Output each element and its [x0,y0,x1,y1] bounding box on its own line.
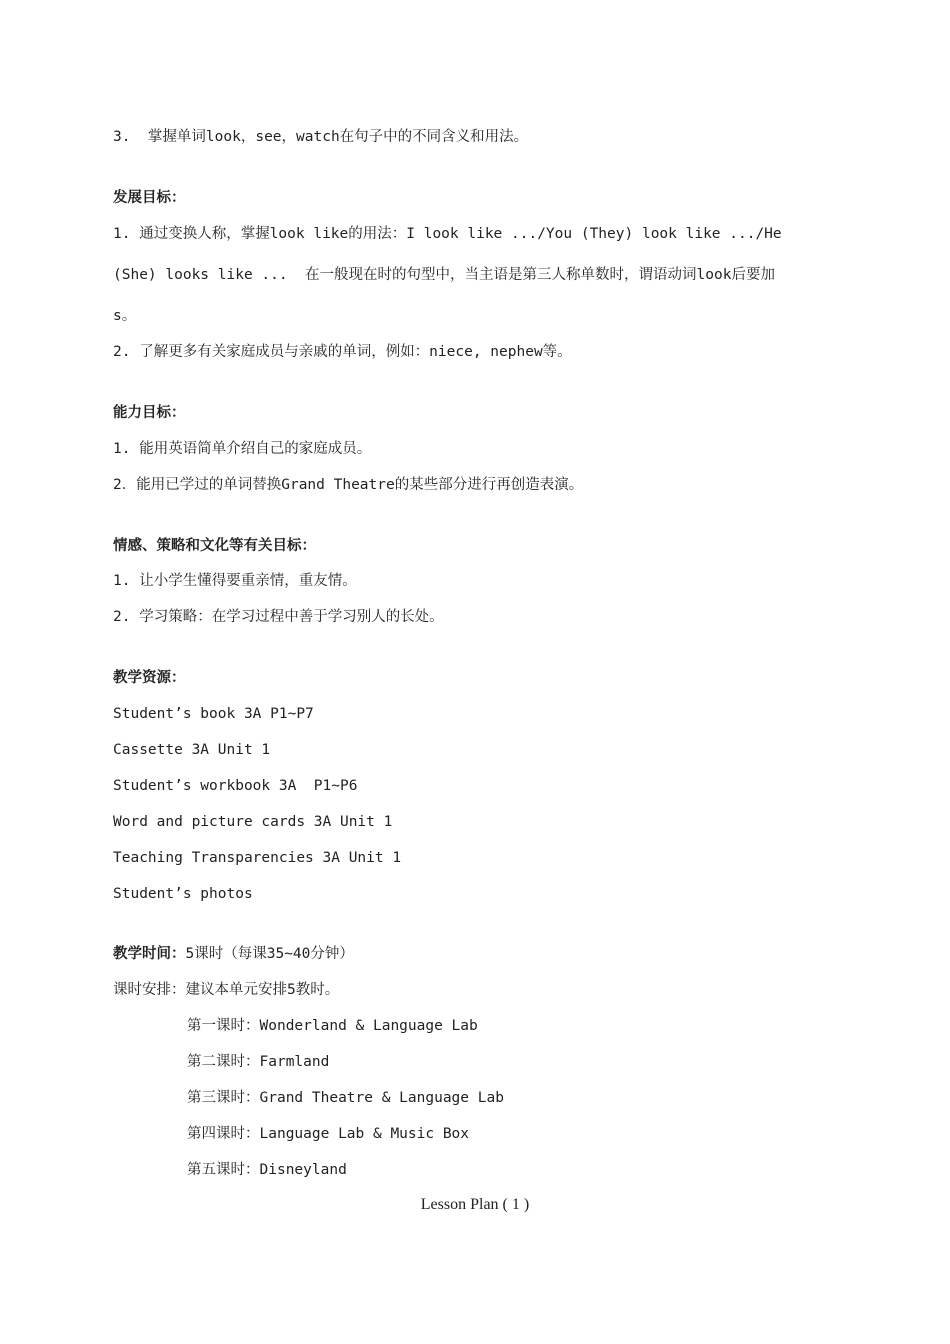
objective-3: 3. 掌握单词look，see，watch在句子中的不同含义和用法。 [113,129,529,145]
development-item-1-line-1: 1. 通过变换人称，掌握look like的用法：I look like .../You (They) look like .../He [113,226,782,242]
development-heading: 发展目标： [113,190,186,206]
resource-item: Word and picture cards 3A Unit 1 [113,814,393,830]
lesson-item: 第三课时：Grand Theatre & Language Lab [187,1090,504,1106]
resource-item: Student’s photos [113,886,253,902]
lesson-item: 第四课时：Language Lab & Music Box [187,1126,470,1142]
lesson-item: 第二课时：Farmland [187,1054,330,1070]
lesson-item: 第一课时：Wonderland & Language Lab [187,1018,478,1034]
lesson-arrangement: 课时安排：建议本单元安排5教时。 [113,982,340,998]
ability-item-2: 2．能用已学过的单词替换Grand Theatre的某些部分进行再创造表演。 [113,477,584,493]
development-item-2: 2. 了解更多有关家庭成员与亲戚的单词，例如：niece, nephew等。 [113,344,572,360]
emotion-item-1: 1. 让小学生懂得要重亲情，重友情。 [113,573,357,589]
resource-item: Student’s workbook 3A P1~P6 [113,778,358,794]
development-item-1-line-2: (She) looks like ... 在一般现在时的句型中，当主语是第三人称单数时，谓语动词look后要加 [113,267,775,283]
lesson-item: 第五课时：Disneyland [187,1162,347,1178]
teaching-time-value: 5课时（每课35~40分钟） [185,946,354,962]
emotion-item-2: 2. 学习策略：在学习过程中善于学习别人的长处。 [113,609,444,625]
resources-heading: 教学资源： [113,670,186,686]
page-footer: Lesson Plan ( 1 ) [420,1196,530,1213]
development-item-1-line-3: s。 [113,308,137,324]
emotion-heading: 情感、策略和文化等有关目标： [113,538,316,554]
teaching-time-heading: 教学时间： [113,946,186,962]
ability-item-1: 1. 能用英语简单介绍自己的家庭成员。 [113,441,372,457]
resource-item: Teaching Transparencies 3A Unit 1 [113,850,402,866]
ability-heading: 能力目标： [113,405,186,421]
teaching-time [113,944,354,964]
resource-item: Cassette 3A Unit 1 [113,742,271,758]
resource-item: Student’s book 3A P1~P7 [113,706,314,722]
